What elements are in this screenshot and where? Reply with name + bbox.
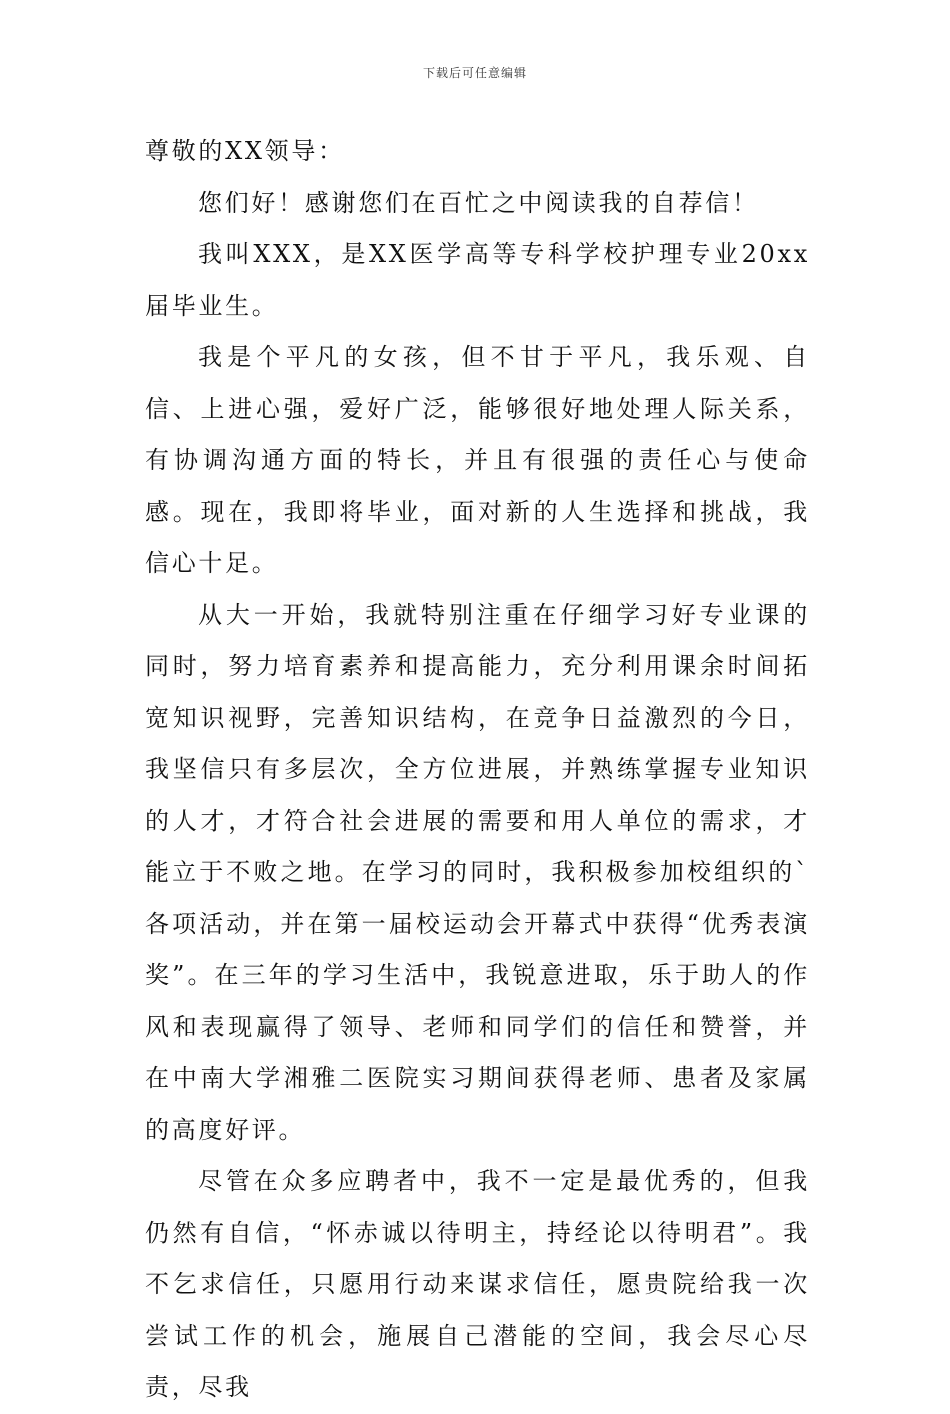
paragraph-personality: 我是个平凡的女孩，但不甘于平凡，我乐观、自信、上进心强，爱好广泛，能够很好地处理人际关系，有协调沟通方面的特长，并且有很强的责任心与使命感。现在，我即将毕业，面对新的人生选择和挑战，我信心十足。 <box>145 343 810 577</box>
letter-body <box>145 126 810 1414</box>
paragraph-request: 尽管在众多应聘者中，我不一定是最优秀的，但我仍然有自信，“怀赤诚以待明主，持经论以待明君”。我不乞求信任，只愿用行动来谋求信任，愿贵院给我一次尝试工作的机会，施展自己潜能的空间，我会尽心尽责，尽我 <box>145 1167 810 1401</box>
page-header-note: 下载后可任意编辑 <box>422 66 527 80</box>
paragraph-study-experience: 从大一开始，我就特别注重在仔细学习好专业课的同时，努力培育素养和提高能力，充分利用课余时间拓宽知识视野，完善知识结构，在竞争日益激烈的今日，我坚信只有多层次，全方位进展，并熟练掌握专业知识的人才，才符合社会进展的需要和用人单位的需求，才能立于不败之地。在学习的同时，我积极参加校组织的`各项活动，并在第一届校运动会开幕式中获得“优秀表演奖”。在三年的学习生活中，我锐意进取，乐于助人的作风和表现赢得了领导、老师和同学们的信任和赞誉，并在中南大学湘雅二医院实习期间获得老师、患者及家属的高度好评。 <box>145 600 810 1144</box>
paragraph-introduction: 我叫XXX，是XX医学高等专科学校护理专业20xx届毕业生。 <box>145 240 810 320</box>
paragraph-greeting: 您们好！感谢您们在百忙之中阅读我的自荐信！ <box>198 188 759 217</box>
salutation: 尊敬的XX领导： <box>145 137 345 165</box>
